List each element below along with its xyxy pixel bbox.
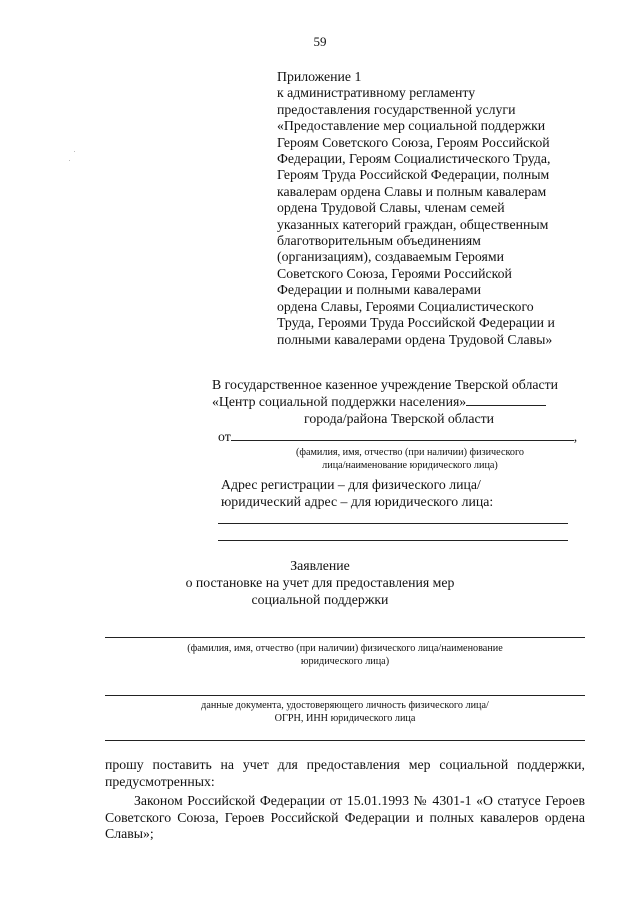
addressee-line-2 [212,393,558,410]
statement-title: Заявление [290,558,350,573]
from-hint-line-1: (фамилия, имя, отчество (при наличии) физического [295,447,525,458]
applicant-name-hint-1: (фамилия, имя, отчество (при наличии) физического лица/наименование [187,643,503,654]
appendix-line: к административному регламенту [277,85,476,101]
appendix-line: ордена Славы, Героями Социалистического [277,298,534,314]
from-hint-line-2: лица/наименование юридического лица) [322,460,498,471]
identity-document-hint-1: данные документа, удостоверяющего личность физического лица/ [201,700,489,711]
page-number: 59 [313,34,327,49]
from-label: от [218,429,231,444]
identity-document-hint-2: ОГРН, ИНН юридического лица [274,713,416,724]
from-trailing-comma: , [573,429,578,444]
addressee-center-name: «Центр социальной поддержки населения» [212,394,467,409]
appendix-line: благотворительным объединениям [277,233,481,249]
addressee-block [212,376,558,427]
appendix-line: Федерации и полными кавалерами [277,282,481,298]
addressee-line-3: города/района Тверской области [304,411,495,426]
scan-speck [74,151,75,152]
appendix-line: полными кавалерами ордена Трудовой Славы» [277,331,553,347]
from-line [218,428,577,445]
appendix-line: Федерации, Героям Социалистического Труда, [277,151,551,167]
appendix-line: Героям Труда Российской Федерации, полным [277,167,550,183]
address-blank-1[interactable] [218,523,568,524]
identity-document-blank-2[interactable] [105,740,585,741]
statement-subtitle-2: социальной поддержки [251,592,389,607]
appendix-line: кавалерам ордена Славы и полным кавалерам [277,183,547,199]
applicant-name-hint-2: юридического лица) [300,656,390,667]
appendix-line: ордена Трудовой Славы, членам семей [277,200,505,216]
law-paragraph: Законом Российской Федерации от 15.01.1993 № 4301-1 «О статусе Героев Советского Союза, Героев Российской Федерации и полных кавалеров ордена Славы»; [105,793,585,841]
address-label [221,476,493,510]
statement-title-block [0,557,640,608]
appendix-line: предоставления государственной услуги [277,101,516,117]
city-blank[interactable] [466,393,546,406]
address-label-line-1: Адрес регистрации – для физического лица/ [221,477,481,492]
addressee-line-1: В государственное казенное учреждение Тверской области [212,377,558,392]
appendix-line: (организациям), создаваемым Героями [277,249,505,265]
address-blank-2[interactable] [218,540,568,541]
appendix-line: Героям Советского Союза, Героям Российской [277,134,550,150]
appendix-header [277,69,555,348]
identity-document-blank[interactable] [105,695,585,696]
from-hint [238,446,582,472]
appendix-line: указанных категорий граждан, общественным [277,216,549,232]
applicant-name-hint [105,642,585,668]
from-name-blank[interactable] [231,428,574,441]
appendix-line: Труда, Героями Труда Российской Федерации и [277,315,555,331]
scan-speck [69,160,70,161]
statement-subtitle-1: о постановке на учет для предоставления мер [185,575,455,590]
identity-document-hint [105,699,585,725]
request-paragraph: прошу поставить на учет для предоставления мер социальной поддержки, предусмотренных: [105,757,585,789]
applicant-name-blank[interactable] [105,637,585,638]
appendix-line: Приложение 1 [277,69,362,84]
appendix-line: Советского Союза, Героями Российской [277,265,512,281]
appendix-line: «Предоставление мер социальной поддержки [277,118,546,134]
address-label-line-2: юридический адрес – для юридического лица: [221,494,494,509]
